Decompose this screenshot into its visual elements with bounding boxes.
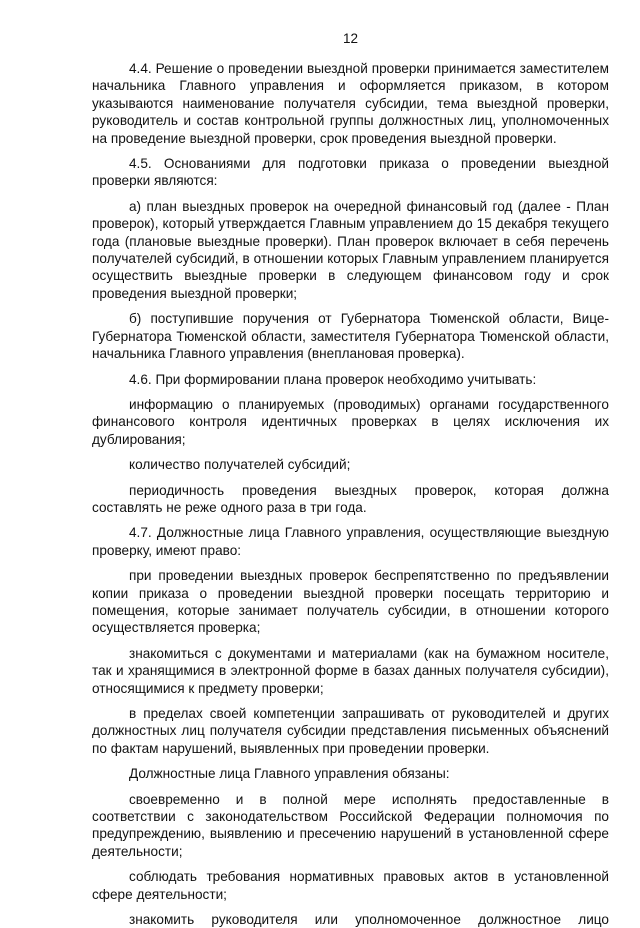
paragraph-4-5: 4.5. Основаниями для подготовки приказа о проведении выездной проверки являются: [92,156,609,189]
paragraph-4-6: 4.6. При формировании плана проверок необходимо учитывать: [129,371,537,387]
paragraph-4-6-item-3: периодичность проведения выездных проверок, которая должна составлять не реже одного раза в три года. [92,482,609,515]
document-page [92,30,609,928]
paragraph-4-5-a: а) план выездных проверок на очередной финансовый год (далее - План проверок), который утверждается Главным управлением до 15 декабря текущего года (плановые выездные проверки). План проверок включает в себя перечень получателей субсидий, в отношении которых Главным управлением планируется осуществить выездные проверки в следующем финансовом году и срок проведения выездной проверки; [92,198,609,301]
page-number: 12 [342,31,359,46]
paragraph-duty-3: знакомить руководителя или уполномоченное должностное лицо [129,912,609,928]
paragraph-duty-1: своевременно и в полной мере исполнять предоставленные в соответствии с законодательством Российской Федерации полномочия по предупреждению, выявлению и пресечению нарушений в установленной сфере деятельности; [92,791,609,859]
paragraph-4-6-item-1: информацию о планируемых (проводимых) органами государственного финансового контроля идентичных проверках в целях исключения их дублирования; [92,396,609,447]
paragraph-4-4: 4.4. Решение о проведении выездной проверки принимается заместителем начальника Главного управления и оформляется приказом, в котором указываются наименование получателя субсидии, тема выездной проверки, руководитель и состав контрольной группы должностных лиц, уполномоченных на проведение выездной проверки, срок проведения выездной проверки. [92,61,609,146]
paragraph-duty-2: соблюдать требования нормативных правовых актов в установленной сфере деятельности; [92,869,609,902]
paragraph-4-7-right-3: в пределах своей компетенции запрашивать от руководителей и других должностных лиц получателя субсидии представления письменных объяснений по фактам нарушений, выявленных при проведении проверки. [92,706,609,756]
paragraph-4-7-right-1: при проведении выездных проверок беспрепятственно по предъявлении копии приказа о проведении выездной проверки посещать территорию и помещения, которые занимает получатель субсидии, в отношении которого осуществляется проверка; [92,568,609,636]
paragraph-4-7: 4.7. Должностные лица Главного управления, осуществляющие выездную проверку, имеют право: [92,525,609,558]
paragraph-4-7-right-2: знакомиться с документами и материалами (как на бумажном носителе, так и хранящимися в электронной форме в базах данных получателя субсидии), относящимися к предмету проверки; [92,645,609,696]
paragraph-4-5-b: б) поступившие поручения от Губернатора Тюменской области, Вице-Губернатора Тюменской области, заместителя Губернатора Тюменской области, начальника Главного управления (внеплановая проверка). [92,311,609,362]
paragraph-duties-heading: Должностные лица Главного управления обязаны: [129,766,450,782]
paragraph-4-6-item-2: количество получателей субсидий; [129,457,351,473]
